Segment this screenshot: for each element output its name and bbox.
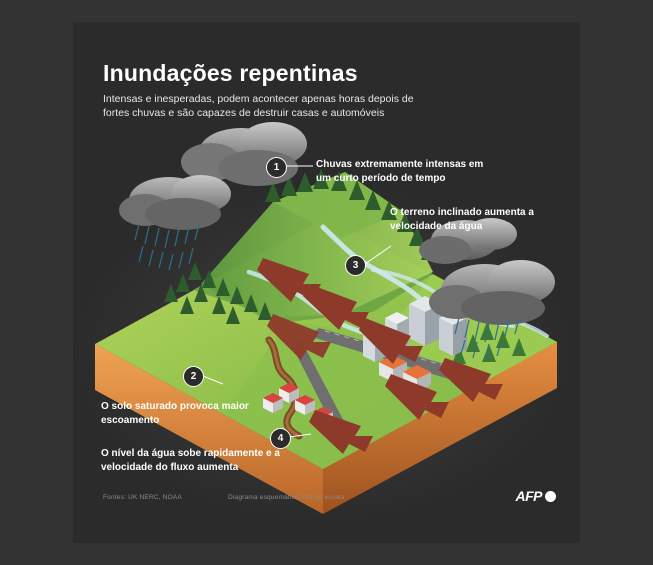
scale-note: Diagrama esquemático fora de escala xyxy=(228,494,345,501)
infographic-card xyxy=(73,22,580,543)
afp-logo-text: AFP xyxy=(515,488,542,504)
step-badge-3: 3 xyxy=(345,255,366,276)
step-badge-2: 2 xyxy=(183,366,204,387)
callout-text-1: Chuvas extremamente intensas em um curto período de tempo xyxy=(316,159,484,184)
afp-logo-dot xyxy=(545,491,556,502)
callout-text-3: O terreno inclinado aumenta a velocidade da água xyxy=(390,207,534,232)
step-badge-1: 1 xyxy=(266,157,287,178)
sources-note: Fontes: UK NERC, NOAA xyxy=(103,494,182,501)
page-subtitle: Intensas e inesperadas, podem acontecer apenas horas depois de fortes chuvas e são capazes de destruir casas e automóveis xyxy=(103,93,414,119)
page-title: Inundações repentinas xyxy=(103,60,358,86)
callout-text-2: O solo saturado provoca maior escoamento xyxy=(101,401,249,426)
afp-logo xyxy=(516,488,557,504)
step-badge-4: 4 xyxy=(270,428,291,449)
callout-text-4: O nível da água sobe rapidamente e a velocidade do fluxo aumenta xyxy=(101,448,280,473)
